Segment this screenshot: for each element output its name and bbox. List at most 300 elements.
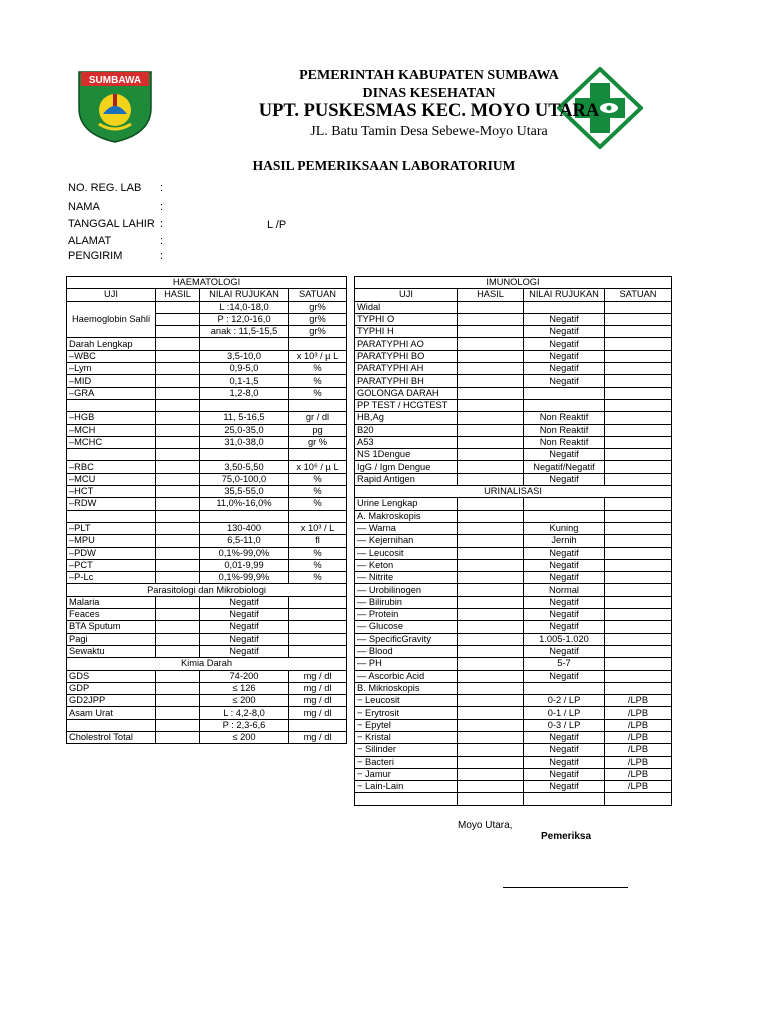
- result-cell: [156, 424, 200, 436]
- reference-cell: [524, 498, 605, 510]
- field-label: TANGGAL LAHIR: [68, 218, 155, 230]
- column-header: UJI: [355, 289, 458, 301]
- unit-cell: [605, 387, 672, 399]
- reference-cell: Negatif: [524, 559, 605, 571]
- reference-cell: Negatif: [524, 473, 605, 485]
- government-name: PEMERINTAH KABUPATEN SUMBAWA: [299, 68, 559, 83]
- reference-cell: Negatif: [200, 645, 289, 657]
- result-cell: [458, 682, 524, 694]
- test-name-cell: –MCU: [67, 473, 156, 485]
- table-row: [355, 707, 672, 719]
- test-name-cell: –MCHC: [67, 436, 156, 448]
- test-name-cell: –RDW: [67, 498, 156, 510]
- test-name-cell: — Urobilinogen: [355, 584, 458, 596]
- table-row: [355, 596, 672, 608]
- department-name: DINAS KESEHATAN: [362, 86, 496, 101]
- result-cell: [156, 473, 200, 485]
- table-row: [355, 559, 672, 571]
- test-name-cell: –HGB: [67, 412, 156, 424]
- result-cell: [156, 609, 200, 621]
- result-cell: [156, 731, 200, 743]
- unit-cell: %: [289, 375, 347, 387]
- section-blood-chemistry-label: Kimia Darah: [67, 658, 347, 670]
- field-pengirim: [68, 250, 164, 262]
- reference-cell: Negatif: [524, 572, 605, 584]
- result-cell: [458, 670, 524, 682]
- test-name-cell: PARATYPHI BO: [355, 350, 458, 362]
- reference-cell: Non Reaktif: [524, 412, 605, 424]
- unit-cell: [605, 412, 672, 424]
- table-row: [355, 338, 672, 350]
- reference-cell: Negatif: [524, 781, 605, 793]
- table-row: [67, 387, 347, 399]
- reference-cell: Negatif: [200, 621, 289, 633]
- table-row: [67, 596, 347, 608]
- result-cell: [156, 645, 200, 657]
- table-row: [355, 399, 672, 411]
- test-name-cell: –MPU: [67, 535, 156, 547]
- column-header: NILAI RUJUKAN: [200, 289, 289, 301]
- test-name-cell: − Epytel: [355, 719, 458, 731]
- header-row: [67, 289, 347, 301]
- result-cell: [458, 793, 524, 805]
- reference-cell: Jernih: [524, 535, 605, 547]
- unit-cell: mg / dl: [289, 682, 347, 694]
- unit-cell: /LPB: [605, 756, 672, 768]
- section-immunology: [355, 277, 672, 289]
- table-row: [67, 621, 347, 633]
- result-cell: [458, 338, 524, 350]
- unit-cell: %: [289, 498, 347, 510]
- test-name-cell: − Leucosit: [355, 695, 458, 707]
- test-name-cell: — Keton: [355, 559, 458, 571]
- table-row: [67, 522, 347, 534]
- test-name-cell: — SpecificGravity: [355, 633, 458, 645]
- test-name-cell: − Bacteri: [355, 756, 458, 768]
- unit-cell: gr%: [289, 301, 347, 313]
- result-cell: [458, 658, 524, 670]
- result-cell: [458, 756, 524, 768]
- reference-cell: [200, 338, 289, 350]
- table-row: [355, 572, 672, 584]
- unit-cell: [605, 633, 672, 645]
- unit-cell: /LPB: [605, 731, 672, 743]
- reference-cell: 3,5-10,0: [200, 350, 289, 362]
- table-row: [67, 301, 347, 313]
- header-row: [355, 289, 672, 301]
- reference-cell: [524, 510, 605, 522]
- result-cell: [156, 350, 200, 362]
- result-cell: [156, 449, 200, 461]
- result-cell: [458, 449, 524, 461]
- test-name-cell: — Warna: [355, 522, 458, 534]
- test-name-cell: IgG / Igm Dengue: [355, 461, 458, 473]
- result-cell: [156, 375, 200, 387]
- unit-cell: mg / dl: [289, 695, 347, 707]
- unit-cell: [605, 522, 672, 534]
- table-row: [355, 412, 672, 424]
- field-colon: :: [160, 182, 164, 194]
- reference-cell: ≤ 126: [200, 682, 289, 694]
- result-cell: [156, 461, 200, 473]
- reference-cell: 74-200: [200, 670, 289, 682]
- test-name-cell: A53: [355, 436, 458, 448]
- section-immunology-label: IMUNOLOGI: [355, 277, 672, 289]
- test-name-cell: [67, 719, 156, 731]
- table-row: [355, 768, 672, 780]
- table-row: [67, 572, 347, 584]
- unit-cell: gr %: [289, 436, 347, 448]
- unit-cell: [605, 436, 672, 448]
- reference-cell: 11, 5-16,5: [200, 412, 289, 424]
- table-row: [67, 363, 347, 375]
- unit-cell: [289, 633, 347, 645]
- reference-cell: 1,2-8,0: [200, 387, 289, 399]
- field-alamat: [68, 235, 164, 247]
- test-name-cell: PARATYPHI AH: [355, 363, 458, 375]
- test-name-cell: − Silinder: [355, 744, 458, 756]
- result-cell: [458, 363, 524, 375]
- reference-cell: 35,5-55,0: [200, 486, 289, 498]
- table-row: [355, 535, 672, 547]
- unit-cell: %: [289, 572, 347, 584]
- table-row: [67, 412, 347, 424]
- result-cell: [156, 695, 200, 707]
- test-name-cell: — Glucose: [355, 621, 458, 633]
- reference-cell: [200, 399, 289, 411]
- test-name-cell: [67, 399, 156, 411]
- test-name-cell: Pagi: [67, 633, 156, 645]
- table-row: [355, 473, 672, 485]
- test-name-cell: –PLT: [67, 522, 156, 534]
- reference-cell: Negatif: [524, 326, 605, 338]
- result-cell: [458, 781, 524, 793]
- table-row: [355, 584, 672, 596]
- test-name-cell: — Blood: [355, 645, 458, 657]
- reference-cell: Negatif: [524, 375, 605, 387]
- test-name-cell: Cholestrol Total: [67, 731, 156, 743]
- table-row: [355, 313, 672, 325]
- unit-cell: [605, 510, 672, 522]
- reference-cell: L :14,0-18,0: [200, 301, 289, 313]
- reference-cell: 25,0-35,0: [200, 424, 289, 436]
- test-name-cell: Rapid Antigen: [355, 473, 458, 485]
- table-row: [67, 609, 347, 621]
- table-row: [67, 633, 347, 645]
- test-name-cell: Sewaktu: [67, 645, 156, 657]
- result-cell: [156, 621, 200, 633]
- unit-cell: [605, 645, 672, 657]
- test-name-cell: GDP: [67, 682, 156, 694]
- reference-cell: Negatif: [524, 350, 605, 362]
- table-row: [355, 387, 672, 399]
- result-cell: [156, 547, 200, 559]
- result-cell: [458, 584, 524, 596]
- field-colon: :: [160, 218, 164, 230]
- unit-cell: /LPB: [605, 695, 672, 707]
- reference-cell: ≤ 200: [200, 695, 289, 707]
- field-label: ALAMAT: [68, 235, 112, 247]
- test-name-cell: — Leucosit: [355, 547, 458, 559]
- result-cell: [156, 535, 200, 547]
- reference-cell: Negatif: [524, 645, 605, 657]
- table-row: [355, 695, 672, 707]
- reference-cell: [524, 399, 605, 411]
- reference-cell: Negatif: [200, 596, 289, 608]
- test-name-cell: Feaces: [67, 609, 156, 621]
- unit-cell: mg / dl: [289, 670, 347, 682]
- result-cell: [458, 387, 524, 399]
- test-name-cell: NS 1Dengue: [355, 449, 458, 461]
- reference-cell: 11,0%-16,0%: [200, 498, 289, 510]
- field-colon: :: [160, 201, 164, 213]
- table-row: [67, 547, 347, 559]
- table-row: [67, 473, 347, 485]
- test-name-cell: GOLONGA DARAH: [355, 387, 458, 399]
- result-cell: [156, 719, 200, 731]
- result-cell: [458, 301, 524, 313]
- reference-cell: P : 2,3-6,6: [200, 719, 289, 731]
- unit-cell: /LPB: [605, 781, 672, 793]
- table-row: [67, 498, 347, 510]
- unit-cell: gr%: [289, 326, 347, 338]
- table-row: [67, 695, 347, 707]
- unit-cell: [605, 547, 672, 559]
- field-colon: :: [160, 235, 164, 247]
- reference-cell: 75,0-100,0: [200, 473, 289, 485]
- test-name-cell: — Ascorbic Acid: [355, 670, 458, 682]
- unit-cell: gr / dl: [289, 412, 347, 424]
- result-cell: [156, 510, 200, 522]
- unit-cell: /LPB: [605, 719, 672, 731]
- result-cell: [156, 326, 200, 338]
- unit-cell: [605, 670, 672, 682]
- result-cell: [156, 670, 200, 682]
- test-name-cell: — Nitrite: [355, 572, 458, 584]
- unit-cell: [289, 449, 347, 461]
- unit-cell: x 10³ / L: [289, 522, 347, 534]
- table-row: [355, 658, 672, 670]
- unit-cell: %: [289, 387, 347, 399]
- table-row: [355, 375, 672, 387]
- result-cell: [458, 695, 524, 707]
- unit-cell: [605, 301, 672, 313]
- result-cell: [458, 412, 524, 424]
- reference-cell: Negatif: [524, 338, 605, 350]
- result-cell: [458, 326, 524, 338]
- reference-cell: 5-7: [524, 658, 605, 670]
- reference-cell: 31,0-38,0: [200, 436, 289, 448]
- section-urinalysis: [355, 486, 672, 498]
- unit-cell: [605, 498, 672, 510]
- unit-cell: pg: [289, 424, 347, 436]
- result-cell: [156, 633, 200, 645]
- reference-cell: [200, 510, 289, 522]
- test-name-cell: A. Makroskopis: [355, 510, 458, 522]
- unit-cell: /LPB: [605, 768, 672, 780]
- unit-cell: [605, 350, 672, 362]
- table-row: [67, 338, 347, 350]
- unit-cell: [605, 535, 672, 547]
- result-cell: [458, 596, 524, 608]
- reference-cell: Negatif: [524, 731, 605, 743]
- unit-cell: [289, 596, 347, 608]
- test-name-cell: PARATYPHI AO: [355, 338, 458, 350]
- unit-cell: /LPB: [605, 744, 672, 756]
- unit-cell: mg / dl: [289, 707, 347, 719]
- unit-cell: [605, 596, 672, 608]
- result-cell: [458, 645, 524, 657]
- clinic-name: UPT. PUSKESMAS KEC. MOYO UTARA: [258, 101, 600, 121]
- unit-cell: %: [289, 547, 347, 559]
- column-header: HASIL: [458, 289, 524, 301]
- result-cell: [156, 436, 200, 448]
- reference-cell: anak : 11,5-15,5: [200, 326, 289, 338]
- section-parasitology: [67, 584, 347, 596]
- unit-cell: %: [289, 473, 347, 485]
- reference-cell: Negatif: [524, 768, 605, 780]
- table-row: [355, 731, 672, 743]
- test-name-cell: –RBC: [67, 461, 156, 473]
- test-name-cell: –HCT: [67, 486, 156, 498]
- table-row: [67, 645, 347, 657]
- test-name-cell: –Lym: [67, 363, 156, 375]
- test-name-cell: PP TEST / HCGTEST: [355, 399, 458, 411]
- table-row: [67, 510, 347, 522]
- field-colon: :: [160, 250, 164, 262]
- result-cell: [458, 768, 524, 780]
- column-header: HASIL: [156, 289, 200, 301]
- unit-cell: [289, 399, 347, 411]
- reference-cell: [524, 793, 605, 805]
- table-row: [355, 436, 672, 448]
- test-name-cell: Darah Lengkap: [67, 338, 156, 350]
- reference-cell: Negatif: [524, 363, 605, 375]
- unit-cell: [605, 621, 672, 633]
- result-cell: [458, 510, 524, 522]
- result-cell: [156, 596, 200, 608]
- unit-cell: /LPB: [605, 707, 672, 719]
- test-name-cell: BTA Sputum: [67, 621, 156, 633]
- test-name-cell: B. Mikrioskopis: [355, 682, 458, 694]
- result-cell: [458, 461, 524, 473]
- test-name-cell: –P-Lc: [67, 572, 156, 584]
- test-name-cell: — Bilirubin: [355, 596, 458, 608]
- unit-cell: mg / dl: [289, 731, 347, 743]
- test-name-cell: — Kejernihan: [355, 535, 458, 547]
- test-name-cell: Asam Urat: [67, 707, 156, 719]
- field-label: NO. REG. LAB: [68, 182, 142, 194]
- result-cell: [458, 744, 524, 756]
- reference-cell: Non Reaktif: [524, 436, 605, 448]
- unit-cell: [605, 584, 672, 596]
- test-name-cell: TYPHI H: [355, 326, 458, 338]
- reference-cell: Negatif: [524, 449, 605, 461]
- reference-cell: Negatif: [524, 609, 605, 621]
- result-cell: [156, 486, 200, 498]
- table-row: [355, 633, 672, 645]
- unit-cell: [605, 424, 672, 436]
- reference-cell: Negatif: [200, 633, 289, 645]
- reference-cell: 3,50-5,50: [200, 461, 289, 473]
- reference-cell: [200, 449, 289, 461]
- unit-cell: %: [289, 363, 347, 375]
- test-name-cell: HB,Ag: [355, 412, 458, 424]
- table-row: [67, 449, 347, 461]
- result-cell: [458, 719, 524, 731]
- result-cell: [458, 621, 524, 633]
- table-row: [67, 682, 347, 694]
- unit-cell: [289, 609, 347, 621]
- result-cell: [458, 707, 524, 719]
- table-row: [355, 609, 672, 621]
- unit-cell: %: [289, 559, 347, 571]
- unit-cell: [605, 326, 672, 338]
- result-cell: [458, 522, 524, 534]
- reference-cell: Kuning: [524, 522, 605, 534]
- test-name-cell: − Jamur: [355, 768, 458, 780]
- reference-cell: Negatif: [524, 313, 605, 325]
- immunology-table: [354, 276, 672, 806]
- reference-cell: Non Reaktif: [524, 424, 605, 436]
- test-name-cell: [67, 510, 156, 522]
- table-row: [355, 670, 672, 682]
- reference-cell: [524, 682, 605, 694]
- result-cell: [156, 412, 200, 424]
- column-header: SATUAN: [605, 289, 672, 301]
- test-name-cell: GD2JPP: [67, 695, 156, 707]
- reference-cell: 0-2 / LP: [524, 695, 605, 707]
- result-cell: [156, 313, 200, 325]
- table-row: [355, 522, 672, 534]
- table-row: [355, 621, 672, 633]
- table-row: [67, 436, 347, 448]
- table-row: [355, 645, 672, 657]
- reference-cell: Negatif: [524, 744, 605, 756]
- result-cell: [458, 424, 524, 436]
- test-name-cell: –PDW: [67, 547, 156, 559]
- table-row: [67, 461, 347, 473]
- signature-role: Pemeriksa: [541, 831, 592, 842]
- table-row: [67, 670, 347, 682]
- result-cell: [458, 375, 524, 387]
- table-row: [67, 399, 347, 411]
- table-row: [355, 682, 672, 694]
- reference-cell: 0-1 / LP: [524, 707, 605, 719]
- result-cell: [458, 436, 524, 448]
- result-cell: [458, 498, 524, 510]
- result-cell: [458, 313, 524, 325]
- result-cell: [156, 498, 200, 510]
- test-name-cell: − Lain-Lain: [355, 781, 458, 793]
- result-cell: [458, 535, 524, 547]
- section-parasitology-label: Parasitologi dan Mikrobiologi: [67, 584, 347, 596]
- table-row: [67, 375, 347, 387]
- test-name-cell: –GRA: [67, 387, 156, 399]
- table-row: [355, 461, 672, 473]
- reference-cell: 0,1%-99,9%: [200, 572, 289, 584]
- result-cell: [156, 399, 200, 411]
- unit-cell: gr%: [289, 313, 347, 325]
- test-name-cell: Malaria: [67, 596, 156, 608]
- reference-cell: Negatif/Negatif: [524, 461, 605, 473]
- unit-cell: [605, 658, 672, 670]
- field-tanggal-lahir: [68, 218, 164, 230]
- haematology-table: [66, 276, 347, 744]
- reference-cell: 6,5-11,0: [200, 535, 289, 547]
- result-cell: [458, 731, 524, 743]
- reference-cell: 0-3 / LP: [524, 719, 605, 731]
